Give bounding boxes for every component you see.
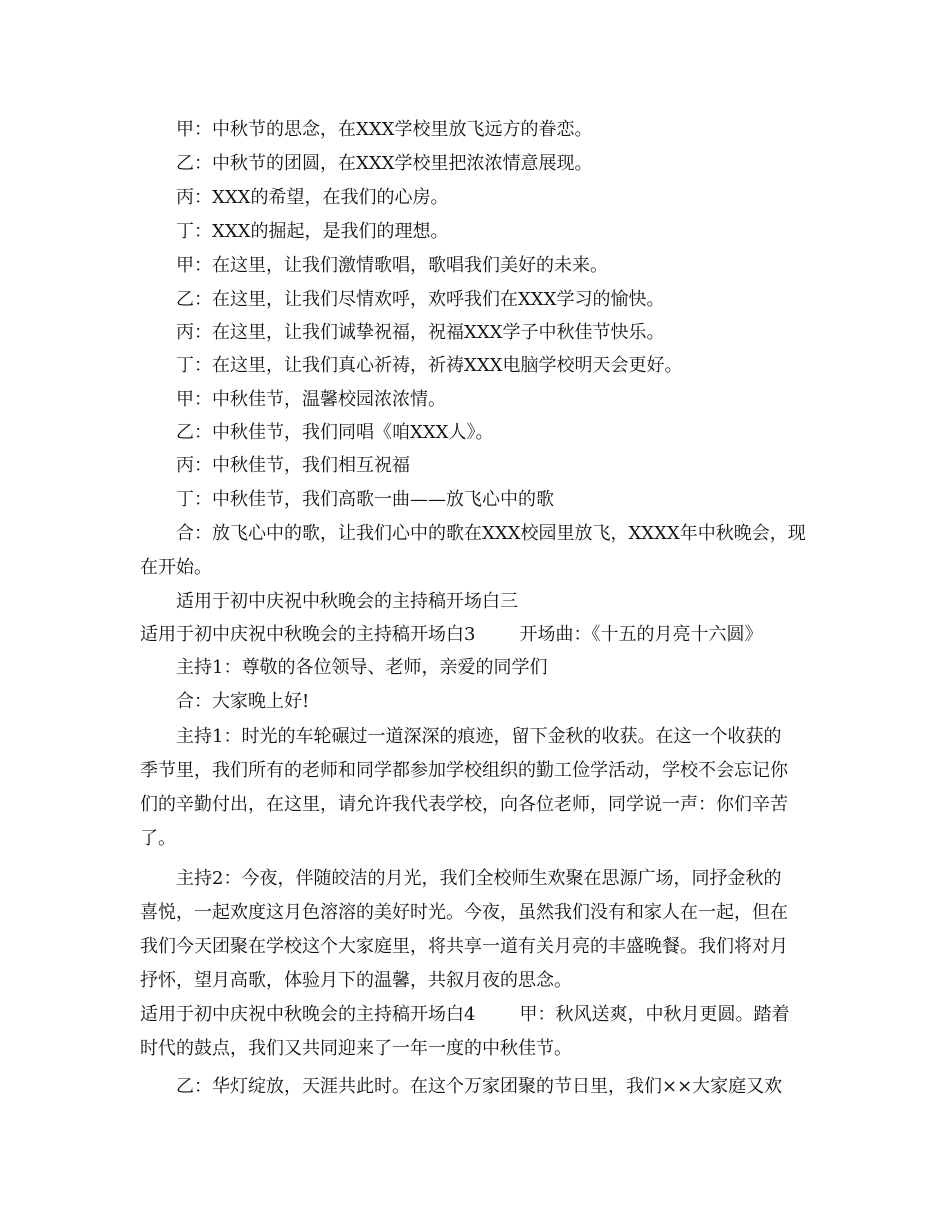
paragraph: 开场曲：《十五的月亮十六圆》 [519, 624, 763, 645]
paragraph: 们的辛勤付出，在这里，请允许我代表学校，向各位老师，同学说一声：你们辛苦 [140, 794, 788, 815]
section-heading [140, 1004, 789, 1026]
paragraph: 乙：中秋节的团圆，在XXX学校里把浓浓情意展现。 [176, 153, 593, 174]
section-heading [140, 624, 762, 646]
heading-text: 适用于初中庆祝中秋晚会的主持稿开场白3 [140, 624, 476, 645]
heading-text: 适用于初中庆祝中秋晚会的主持稿开场白4 [140, 1004, 476, 1025]
paragraph: 合：大家晚上好! [176, 691, 310, 712]
paragraph: 主持1：时光的车轮碾过一道深深的痕迹，留下金秋的收获。在这一个收获的 [176, 726, 782, 747]
paragraph: 丁：XXX的掘起，是我们的理想。 [176, 221, 449, 242]
paragraph: 时代的鼓点，我们又共同迎来了一年一度的中秋佳节。 [140, 1038, 572, 1059]
paragraph: 喜悦，一起欢度这月色溶溶的美好时光。今夜，虽然我们没有和家人在一起，但在 [140, 902, 788, 923]
paragraph: 丙：XXX的希望，在我们的心房。 [176, 187, 449, 208]
paragraph: 合：放飞心中的歌，让我们心中的歌在XXX校园里放飞，XXXX年中秋晚会，现 [176, 523, 806, 544]
paragraph: 丁：在这里，让我们真心祈祷，祈祷XXX电脑学校明天会更好。 [176, 355, 683, 376]
paragraph: 主持1：尊敬的各位领导、老师，亲爱的同学们 [176, 657, 548, 678]
paragraph: 甲：秋风送爽，中秋月更圆。踏着 [519, 1004, 790, 1025]
paragraph: 丁：中秋佳节，我们高歌一曲——放飞心中的歌 [176, 489, 554, 510]
paragraph: 丙：在这里，让我们诚挚祝福，祝福XXX学子中秋佳节快乐。 [176, 322, 665, 343]
paragraph: 甲：在这里，让我们激情歌唱，歌唱我们美好的未来。 [176, 255, 608, 276]
paragraph: 了。 [140, 828, 176, 849]
paragraph: 乙：中秋佳节，我们同唱《咱XXX人》。 [176, 422, 494, 443]
paragraph: 主持2：今夜，伴随皎洁的月光，我们全校师生欢聚在思源广场，同抒金秋的 [176, 868, 782, 889]
paragraph: 丙：中秋佳节，我们相互祝福 [176, 455, 410, 476]
paragraph: 乙：华灯绽放，天涯共此时。在这个万家团聚的节日里，我们××大家庭又欢 [176, 1076, 783, 1097]
paragraph: 乙：在这里，让我们尽情欢呼，欢呼我们在XXX学习的愉快。 [176, 289, 665, 310]
paragraph: 季节里，我们所有的老师和同学都参加学校组织的勤工俭学活动，学校不会忘记你 [140, 760, 788, 781]
paragraph: 我们今天团聚在学校这个大家庭里，将共享一道有关月亮的丰盛晚餐。我们将对月 [140, 936, 788, 957]
section-heading: 适用于初中庆祝中秋晚会的主持稿开场白三 [176, 591, 518, 612]
paragraph: 甲：中秋佳节，温馨校园浓浓情。 [176, 389, 446, 410]
paragraph: 抒怀，望月高歌，体验月下的温馨，共叙月夜的思念。 [140, 970, 572, 991]
paragraph: 甲：中秋节的思念，在XXX学校里放飞远方的眷恋。 [176, 119, 593, 140]
paragraph: 在开始。 [140, 557, 212, 578]
